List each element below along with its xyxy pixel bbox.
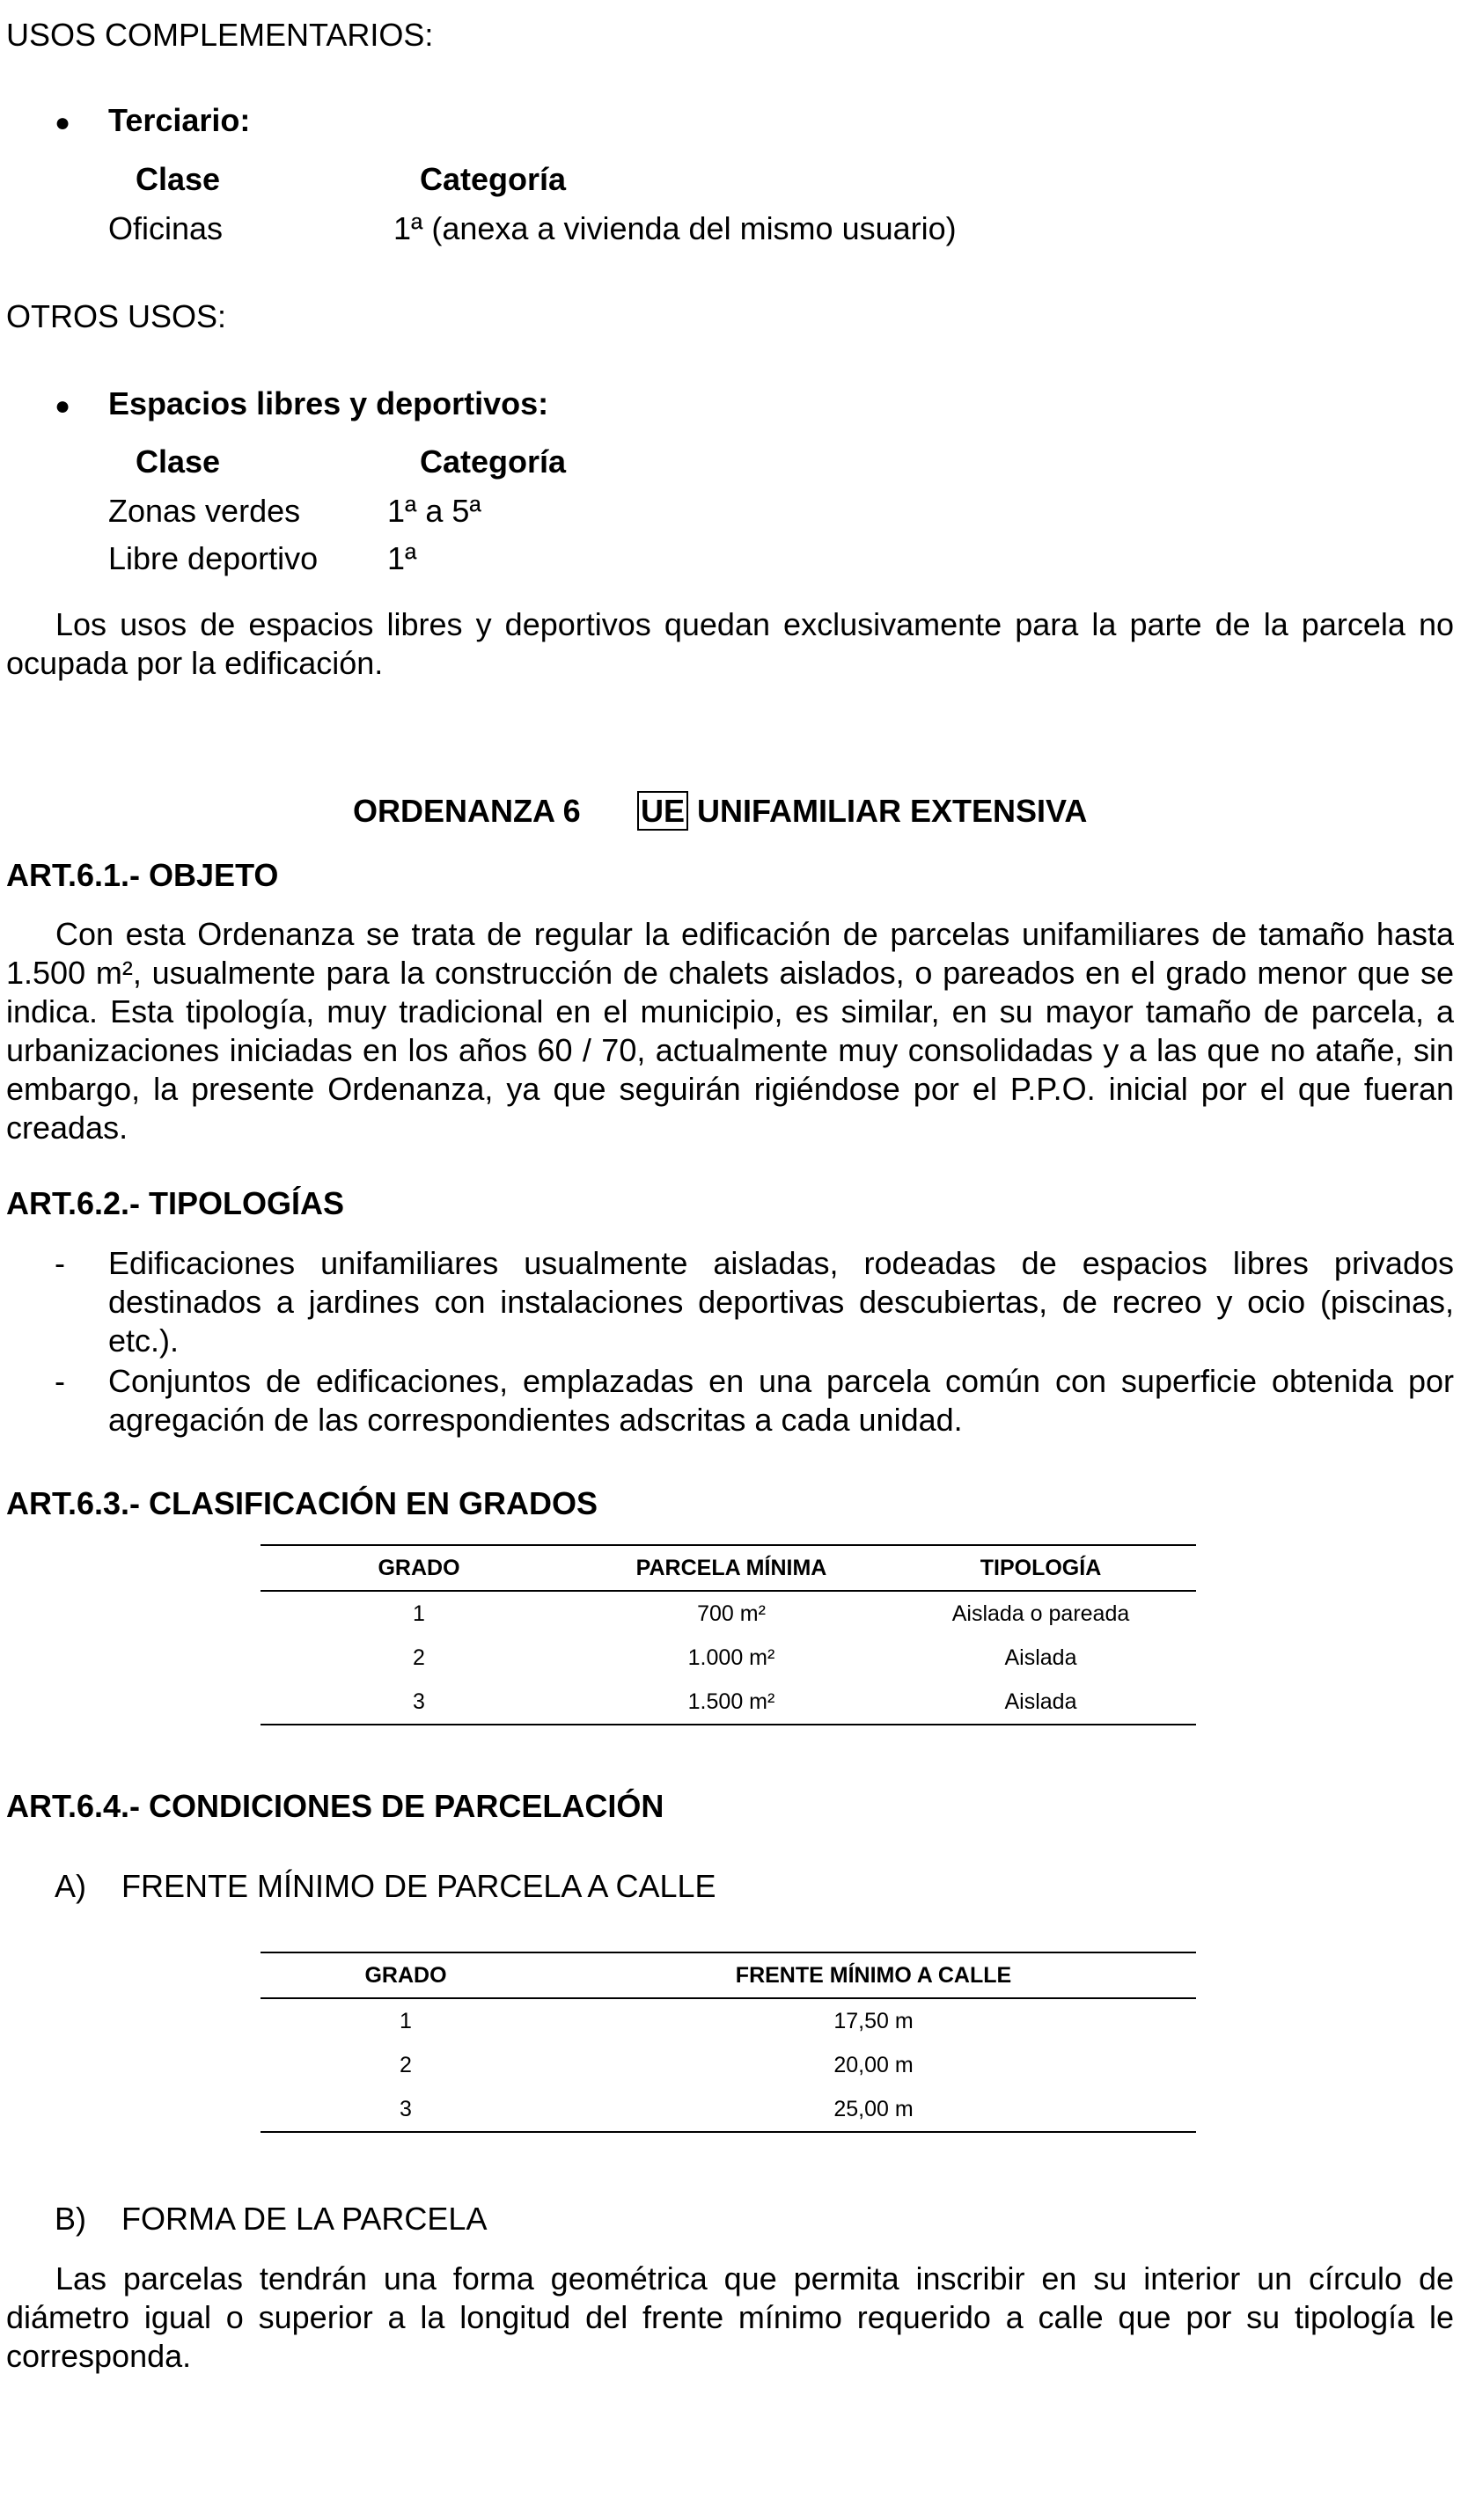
terciario-label: Terciario: <box>108 102 251 138</box>
table-row <box>261 1680 1196 1725</box>
col-header: PARCELA MÍNIMA <box>577 1545 885 1591</box>
sub-b-title: B) FORMA DE LA PARCELA <box>55 2201 488 2237</box>
ordenanza-code: UE <box>637 791 688 831</box>
col-header: TIPOLOGÍA <box>885 1545 1196 1591</box>
ordenanza-title <box>637 792 1087 831</box>
table-cell: 1 <box>400 2009 412 2033</box>
row-categoria: 1ª a 5ª <box>387 493 481 529</box>
art-6-3-title: ART.6.3.- CLASIFICACIÓN EN GRADOS <box>6 1485 598 1521</box>
frente-table <box>261 1952 1196 2133</box>
table-cell: Aislada o pareada <box>951 1601 1130 1626</box>
espacios-libres-label: Espacios libres y deportivos: <box>108 385 549 421</box>
usos-complementarios-heading: USOS COMPLEMENTARIOS: <box>6 17 434 53</box>
row-categoria: 1ª <box>387 540 417 576</box>
tipologia-item: Conjuntos de edificaciones, emplazadas en una parcela común con superficie obtenida por agregación de las correspondientes adscritas a cada unidad. <box>108 1363 1454 1438</box>
col-header: FRENTE MÍNIMO A CALLE <box>551 1952 1196 1998</box>
table-cell: 3 <box>400 2097 412 2121</box>
bullet-icon: ● <box>55 108 71 137</box>
row-categoria: 1ª (anexa a vivienda del mismo usuario) <box>393 210 957 246</box>
tipologia-item: Edificaciones unifamiliares usualmente aisladas, rodeadas de espacios libres privados destinados a jardines con instalaciones deportivas descubiertas, de recreo y ocio (piscinas, etc.). <box>108 1245 1454 1359</box>
table-cell: 17,50 m <box>833 2009 914 2033</box>
table-cell: 1 <box>413 1601 425 1626</box>
col-clase-header: Clase <box>136 161 221 197</box>
table-cell: 1.000 m² <box>687 1645 775 1670</box>
table-cell: 3 <box>413 1689 425 1714</box>
otros-usos-note: Los usos de espacios libres y deportivos quedan exclusivamente para la parte de la parcela no ocupada por la edificación. <box>6 606 1454 681</box>
ordenanza-name: UNIFAMILIAR EXTENSIVA <box>697 793 1088 829</box>
table-cell: 2 <box>413 1645 425 1670</box>
table-cell: Aislada <box>1004 1689 1077 1714</box>
col-categoria-header: Categoría <box>420 443 567 480</box>
table-row <box>261 1636 1196 1680</box>
art-6-4-title: ART.6.4.- CONDICIONES DE PARCELACIÓN <box>6 1788 664 1824</box>
table-cell: 1.500 m² <box>687 1689 775 1714</box>
sub-a-title: A) FRENTE MÍNIMO DE PARCELA A CALLE <box>55 1868 716 1904</box>
col-header: GRADO <box>261 1952 551 1998</box>
table-row <box>261 2043 1196 2087</box>
bullet-icon: ● <box>55 392 71 421</box>
row-clase: Libre deportivo <box>108 540 319 576</box>
otros-usos-heading: OTROS USOS: <box>6 298 227 334</box>
table-cell: 700 m² <box>697 1601 766 1626</box>
row-clase: Oficinas <box>108 210 224 246</box>
table-cell: Aislada <box>1004 1645 1077 1670</box>
col-clase-header: Clase <box>136 443 221 480</box>
row-clase: Zonas verdes <box>108 493 301 529</box>
ordenanza-label: ORDENANZA 6 <box>353 793 581 829</box>
table-cell: 25,00 m <box>833 2097 914 2121</box>
table-cell: 2 <box>400 2053 412 2077</box>
table-header-row <box>261 1545 1196 1591</box>
col-header: GRADO <box>261 1545 577 1591</box>
table-cell: 20,00 m <box>833 2053 914 2077</box>
table-header-row <box>261 1952 1196 1998</box>
table-row <box>261 2087 1196 2132</box>
grados-table <box>261 1544 1196 1725</box>
col-categoria-header: Categoría <box>420 161 567 197</box>
table-row <box>261 1591 1196 1636</box>
table-row <box>261 1998 1196 2043</box>
art-6-1-text: Con esta Ordenanza se trata de regular la edificación de parcelas unifamiliares de tamaño hasta 1.500 m², usualmente para la construcción de chalets aislados, o pareados en el grado menor que se indica. Esta tipología, muy tradicional en el municipio, es similar, en su mayor tamaño de parcela, a urbanizaciones iniciadas en los años 60 / 70, actualmente muy consolidadas y a las que no atañe, sin embargo, la presente Ordenanza, ya que seguirán rigiéndose por el P.P.O. inicial por el que fueran creadas. <box>6 916 1454 1146</box>
dash-icon: - <box>55 1245 65 1281</box>
art-6-1-title: ART.6.1.- OBJETO <box>6 857 279 893</box>
dash-icon: - <box>55 1363 65 1399</box>
art-6-2-title: ART.6.2.- TIPOLOGÍAS <box>6 1185 345 1221</box>
forma-parcela-text: Las parcelas tendrán una forma geométrica que permita inscribir en su interior un círculo de diámetro igual o superior a la longitud del frente mínimo requerido a calle que por su tipología le corresponda. <box>6 2260 1454 2374</box>
